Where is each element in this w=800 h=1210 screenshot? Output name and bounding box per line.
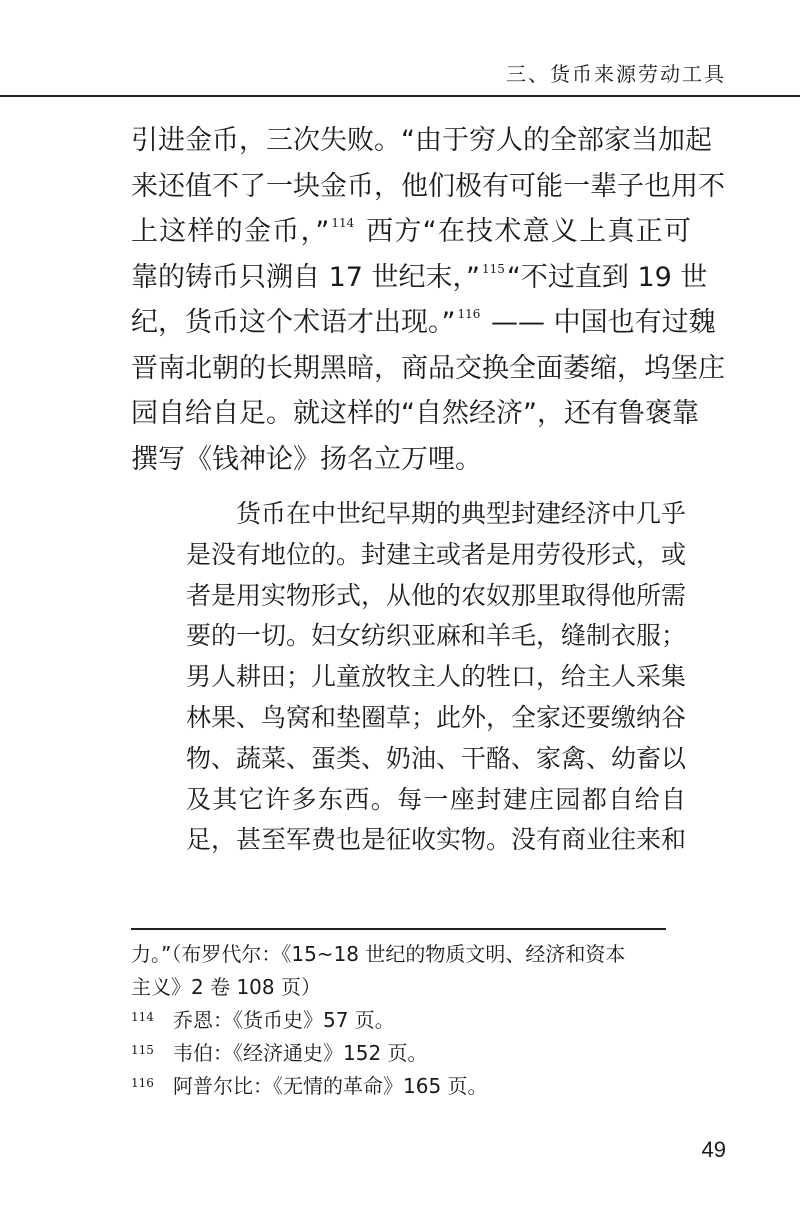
footnote-continuation-2: 主义》2 卷 108 页） [131, 975, 321, 999]
footnote-114 [131, 1004, 691, 1037]
main-line-3-a: 上这样的金币，” [131, 216, 330, 247]
quote-line-5: 男人耕田；儿童放牧主人的牲口，给主人采集 [186, 662, 687, 692]
main-line-5 [131, 300, 716, 346]
main-line-7: 园自给自足。就这样的“自然经济”，还有鲁褒靠 [131, 398, 699, 429]
main-line-1: 引进金币，三次失败。“由于穷人的全部家当加起 [131, 125, 712, 156]
main-line-3-b: 西方“在技术意义上真正可 [356, 216, 691, 247]
main-line-3 [131, 209, 691, 255]
header-rule [0, 95, 800, 97]
main-line-2: 来还值不了一块金币，他们极有可能一辈子也用不 [131, 170, 725, 202]
quote-line-7: 物、蔬菜、蛋类、奶油、干酪、家禽、幼畜以 [186, 743, 687, 773]
footnote-ref-114[interactable]: 114 [331, 216, 355, 230]
footnote-number: 114 [131, 1010, 154, 1024]
footnote-text: 阿普尔比：《无情的革命》165 页。 [173, 1074, 488, 1098]
main-line-5-b: —— 中国也有过魏 [482, 307, 716, 338]
quote-line-8: 及其它许多东西。每一座封建庄园都自给自 [186, 784, 686, 814]
footnote-rule [131, 928, 666, 930]
main-line-8: 撰写《钱神论》扬名立万哩。 [131, 443, 482, 475]
footnote-continuation-1: 力。”（布罗代尔：《15~18 世纪的物质文明、经济和资本 [131, 942, 626, 966]
footnote-text: 乔恩：《货币史》57 页。 [173, 1008, 395, 1032]
main-line-6: 晋南北朝的长期黑暗，商品交换全面萎缩，坞堡庄 [131, 352, 725, 384]
footnote-ref-116[interactable]: 116 [457, 307, 481, 321]
footnote-number: 116 [131, 1076, 154, 1090]
main-text [131, 118, 725, 482]
footnote-ref-115[interactable]: 115 [482, 261, 505, 276]
footnote-number: 115 [131, 1043, 154, 1057]
running-header: 三、货币来源劳动工具 [506, 62, 726, 86]
block-quote [186, 494, 686, 861]
main-line-4 [131, 255, 708, 301]
main-line-4-a: 靠的铸币只溯自 17 世纪末，” [131, 261, 481, 293]
main-line-5-a: 纪，货币这个术语才出现。” [131, 307, 456, 338]
quote-line-2: 是没有地位的。封建主或者是用劳役形式，或 [186, 539, 687, 569]
main-line-4-b: “不过直到 19 世 [506, 261, 708, 293]
footnote-116 [131, 1070, 691, 1103]
footnote-text: 韦伯：《经济通史》152 页。 [173, 1041, 428, 1065]
quote-line-1: 货币在中世纪早期的典型封建经济中几乎 [186, 499, 687, 528]
footnotes [131, 938, 691, 1103]
footnote-115 [131, 1037, 691, 1070]
quote-line-3: 者是用实物形式，从他的农奴那里取得他所需 [186, 580, 687, 610]
page-number: 49 [701, 1137, 726, 1162]
quote-line-4: 要的一切。妇女纺织亚麻和羊毛，缝制衣服； [186, 621, 687, 651]
quote-line-9: 足，甚至军费也是征收实物。没有商业往来和 [186, 825, 687, 855]
quote-line-6: 林果、鸟窝和垫圈草；此外，全家还要缴纳谷 [186, 702, 687, 732]
